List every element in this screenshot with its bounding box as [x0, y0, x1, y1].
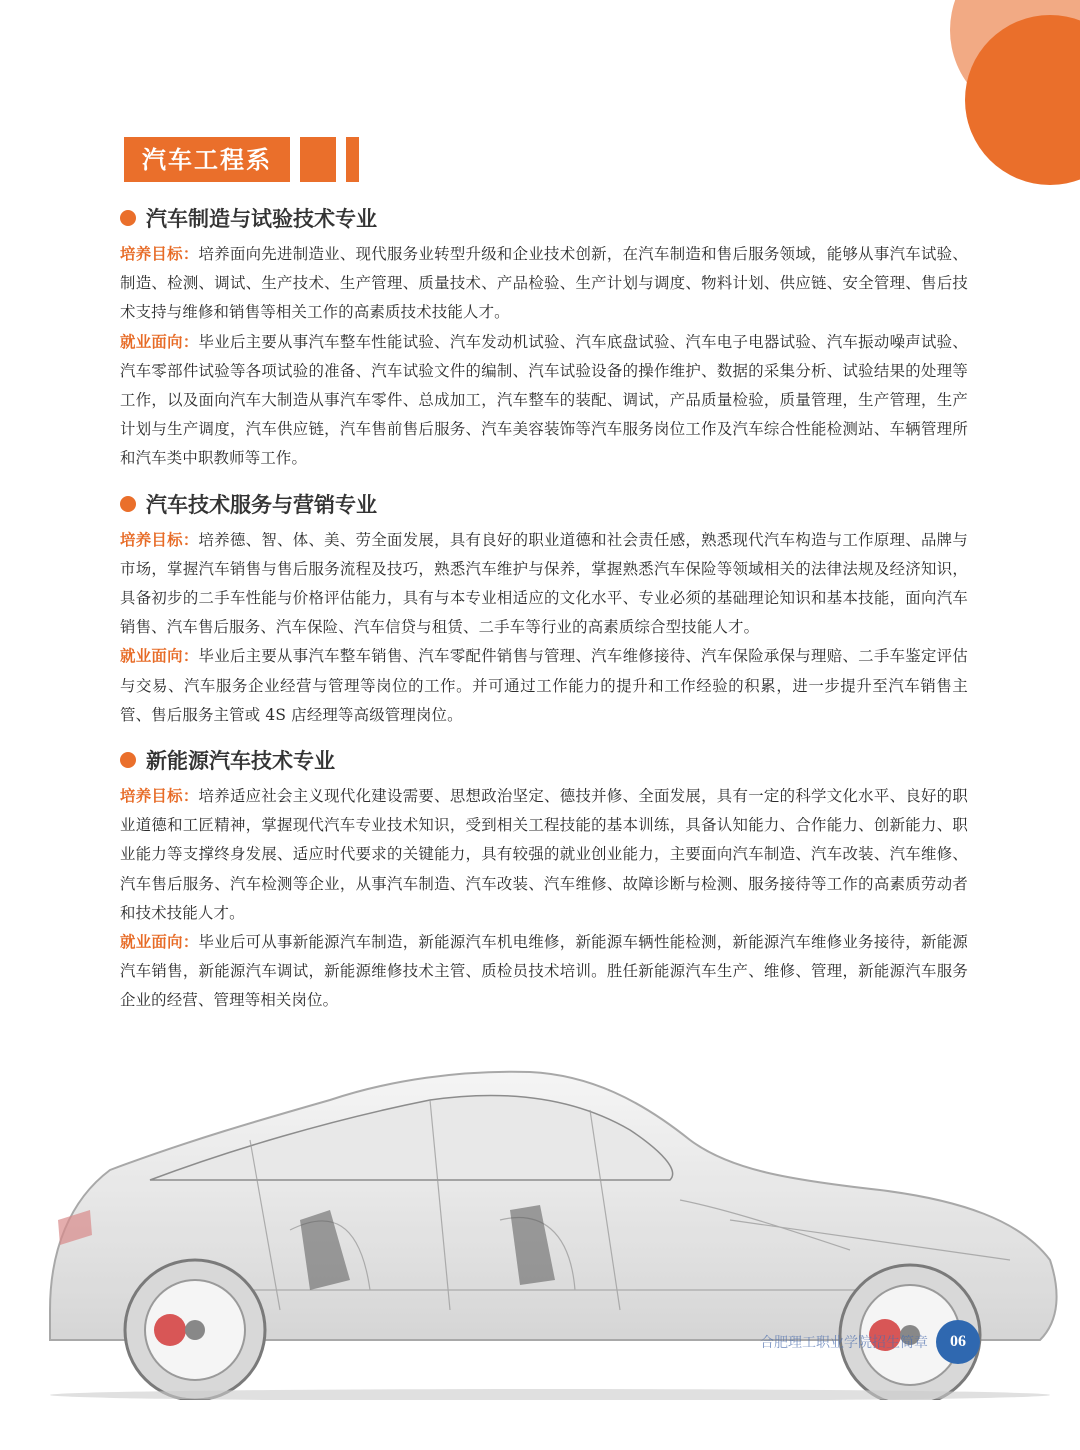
bullet-dot-icon [120, 496, 136, 512]
major-title: 汽车制造与试验技术专业 [120, 196, 968, 240]
training-goal: 培养目标：培养面向先进制造业、现代服务业转型升级和企业技术创新，在汽车制造和售后服务领域，能够从事汽车试验、制造、检测、调试、生产技术、生产管理、质量技术、产品检验、生产计划与调度、物料计划、供应链、安全管理、售后技术支持与维修和销售等相关工作的高素质技术技能人才。 [120, 245, 968, 322]
job-label: 就业面向： [120, 647, 199, 666]
goal-label: 培养目标： [120, 530, 199, 549]
bullet-dot-icon [120, 210, 136, 226]
main-content [120, 196, 968, 1024]
school-name: 合肥理工职业学院招生简章 [760, 1335, 928, 1351]
department-title: 汽车工程系 [124, 137, 290, 182]
major-title: 汽车技术服务与营销专业 [120, 482, 968, 526]
department-header [124, 137, 359, 182]
major-section [120, 738, 968, 1016]
major-section [120, 196, 968, 474]
employment-direction: 就业面向：毕业后主要从事汽车整车销售、汽车零配件销售与管理、汽车维修接待、汽车保险承保与理赔、二手车鉴定评估与交易、汽车服务企业经营与管理等岗位的工作。并可通过工作能力的提升和工作经验的积累，进一步提升至汽车销售主管、售后服务主管或 4S 店经理等高级管理岗位。 [120, 647, 968, 724]
major-section [120, 482, 968, 730]
job-label: 就业面向： [120, 332, 199, 351]
goal-label: 培养目标： [120, 787, 199, 806]
major-title: 新能源汽车技术专业 [120, 738, 968, 782]
goal-label: 培养目标： [120, 245, 199, 263]
page-number-badge: 06 [936, 1320, 980, 1364]
header-bar [346, 137, 359, 182]
page-footer [700, 1320, 980, 1364]
corner-decoration [870, 0, 1080, 190]
header-block [300, 137, 336, 182]
employment-direction: 就业面向：毕业后可从事新能源汽车制造，新能源汽车机电维修，新能源车辆性能检测，新能源汽车维修业务接待，新能源汽车销售，新能源汽车调试，新能源维修技术主管、质检员技术培训。胜任新能源汽车生产、维修、管理，新能源汽车服务企业的经营、管理等相关岗位。 [120, 933, 968, 1010]
job-label: 就业面向： [120, 933, 199, 952]
training-goal: 培养目标：培养德、智、体、美、劳全面发展，具有良好的职业道德和社会责任感，熟悉现代汽车构造与工作原理、品牌与市场，掌握汽车销售与售后服务流程及技巧，熟悉汽车维护与保养，掌握熟悉汽车保险等领域相关的法律法规及经济知识，具备初步的二手车性能与价格评估能力，具有与本专业相适应的文化水平、专业必须的基础理论知识和基本技能，面向汽车销售、汽车售后服务、汽车保险、汽车信贷与租赁、二手车等行业的高素质综合型技能人才。 [120, 530, 968, 637]
training-goal: 培养目标：培养适应社会主义现代化建设需要、思想政治坚定、德技并修、全面发展，具有一定的科学文化水平、良好的职业道德和工匠精神，掌握现代汽车专业技术知识，受到相关工程技能的基本训练，具备认知能力、合作能力、创新能力、职业能力等支撑终身发展、适应时代要求的关键能力，具有较强的就业创业能力，主要面向汽车制造、汽车改装、汽车维修、汽车售后服务、汽车检测等企业，从事汽车制造、汽车改装、汽车维修、故障诊断与检测、服务接待等工作的高素质劳动者和技术技能人才。 [120, 787, 968, 922]
rear-wheel [125, 1260, 265, 1400]
bullet-dot-icon [120, 752, 136, 768]
employment-direction: 就业面向：毕业后主要从事汽车整车性能试验、汽车发动机试验、汽车底盘试验、汽车电子电器试验、汽车振动噪声试验、汽车零部件试验等各项试验的准备、汽车试验文件的编制、汽车试验设备的操作维护、数据的采集分析、试验结果的处理等工作，以及面向汽车大制造从事汽车零件、总成加工，汽车整车的装配、调试，产品质量检验，质量管理，生产管理，生产计划与生产调度，汽车供应链，汽车售前售后服务、汽车美容装饰等汽车服务岗位工作及汽车综合性能检测站、车辆管理所和汽车类中职教师等工作。 [120, 332, 968, 468]
